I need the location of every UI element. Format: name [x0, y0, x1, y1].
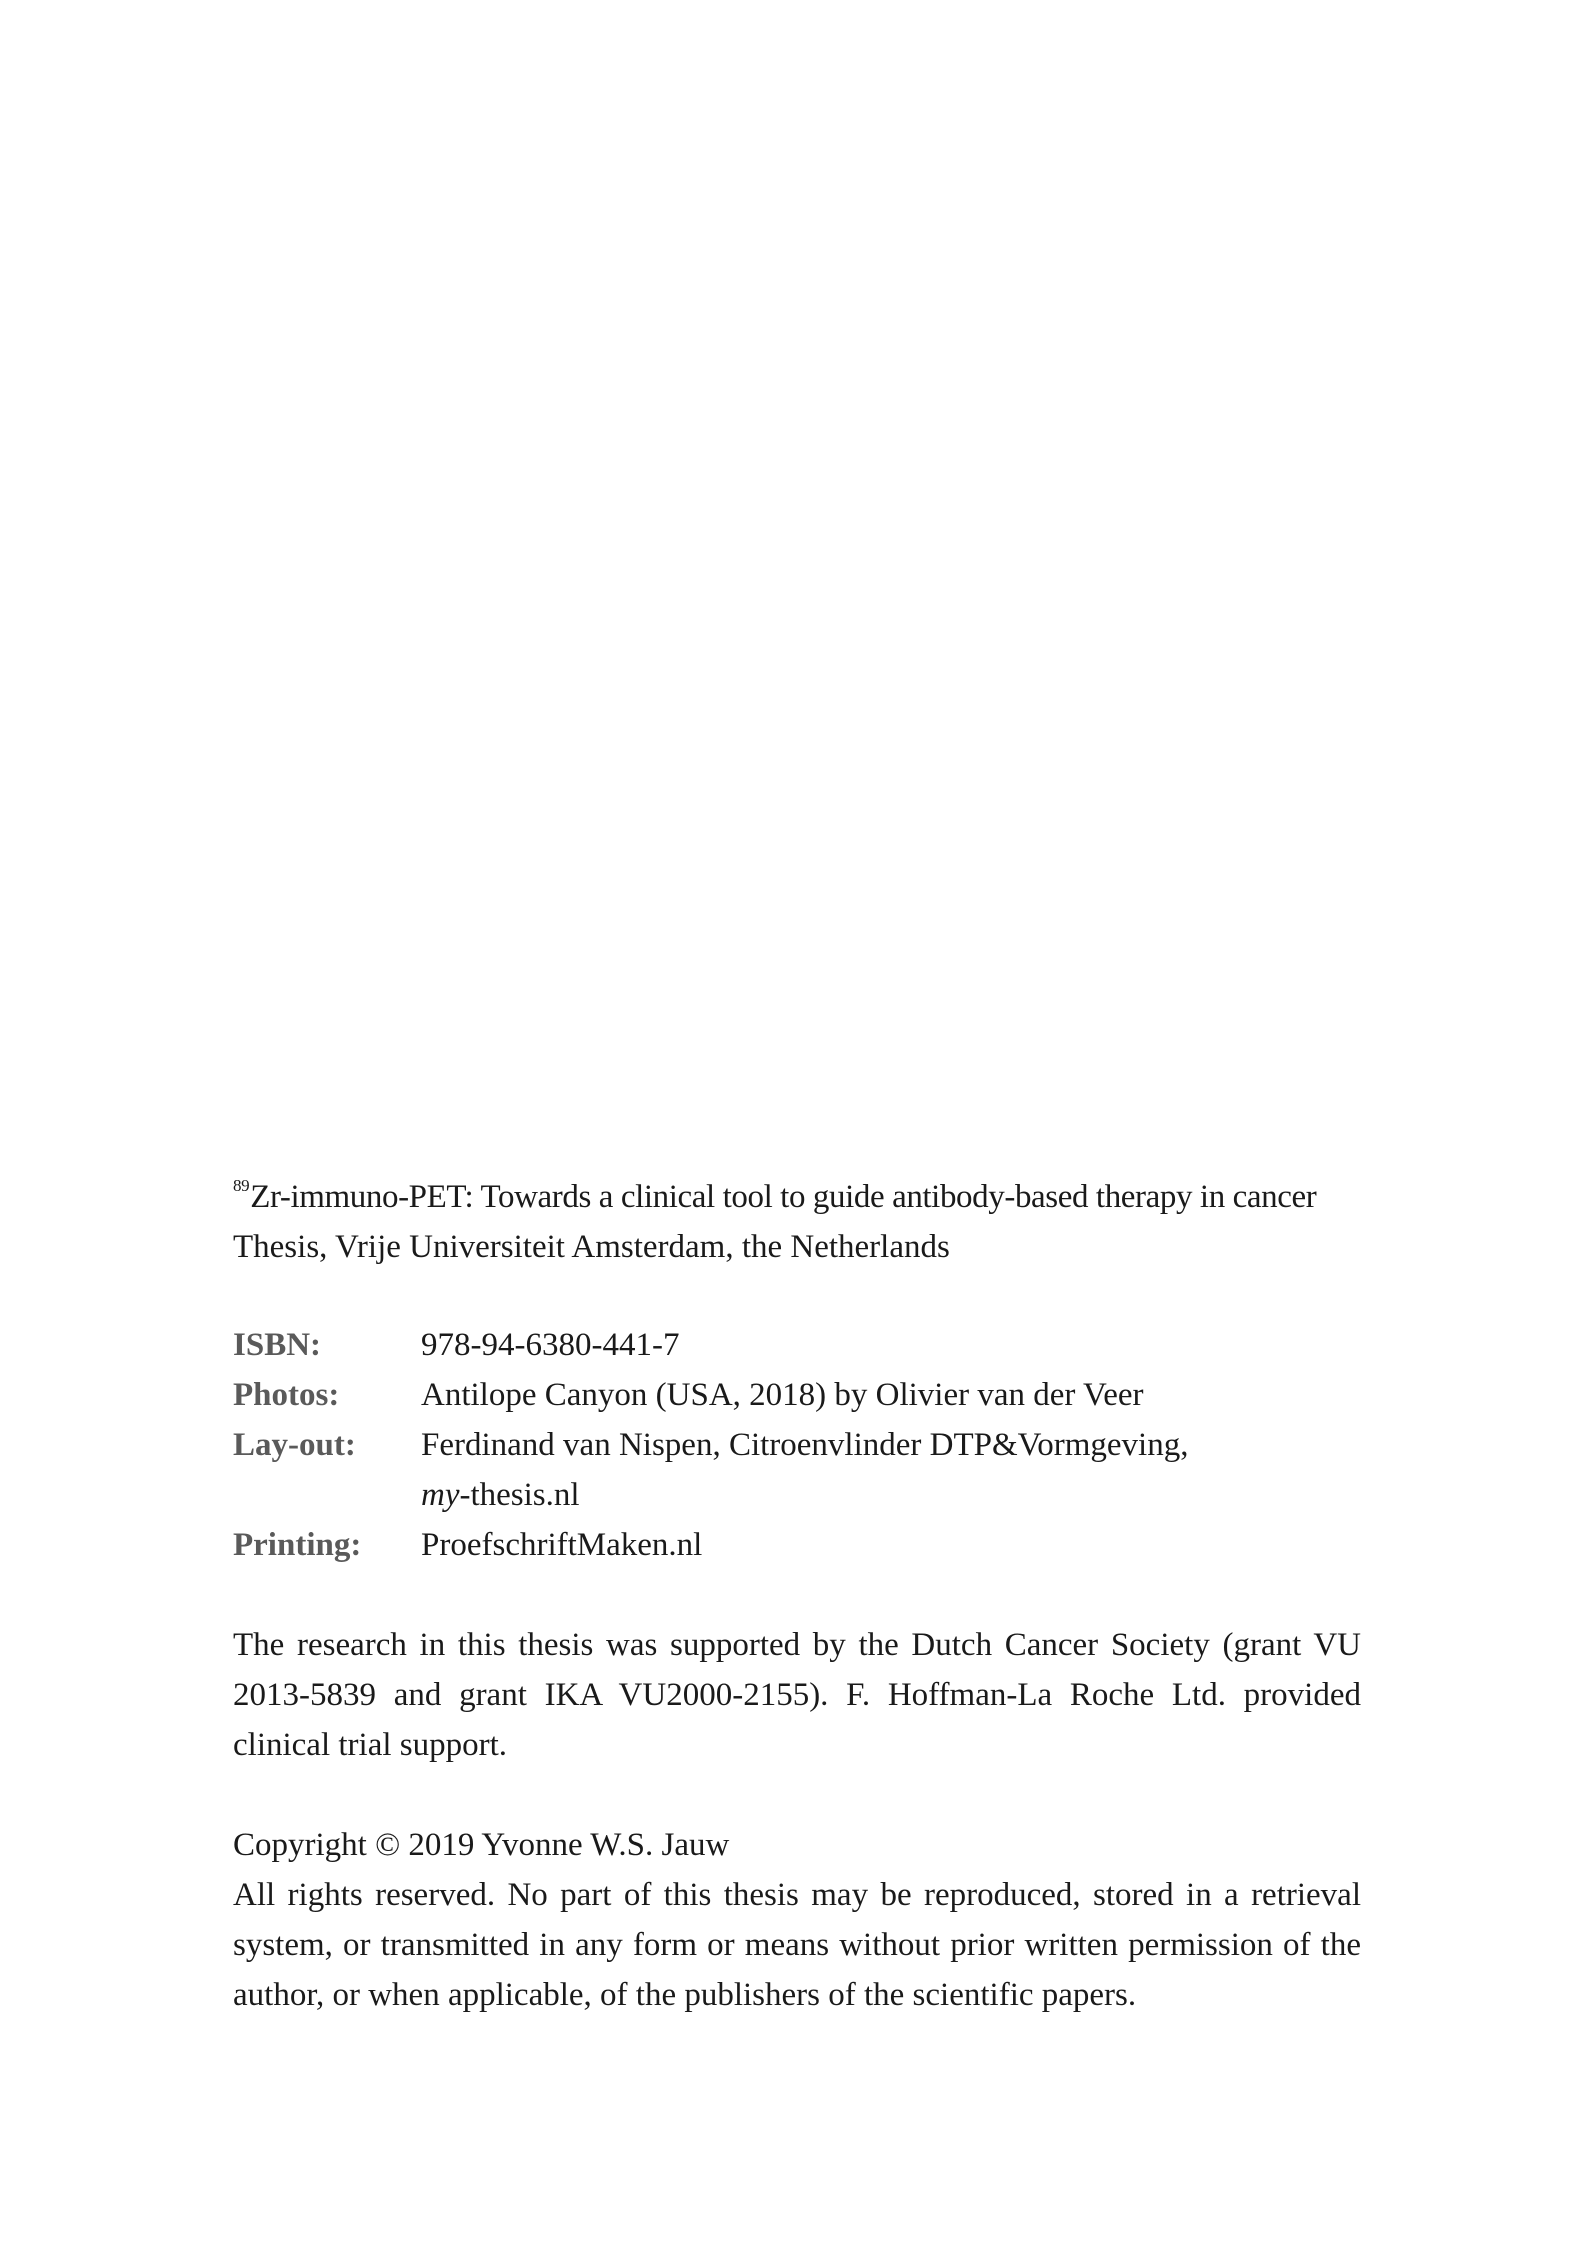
copyright-block — [233, 1820, 1361, 2020]
photos-row — [233, 1370, 1361, 1420]
thesis-institution-line: Thesis, Vrije Universiteit Amsterdam, the Netherlands — [233, 1229, 950, 1265]
layout-value-line1: Ferdinand van Nispen, Citroenvlinder DTP&Vormgeving, — [421, 1427, 1189, 1463]
publication-details — [233, 1320, 1361, 1570]
isotope-superscript: 89 — [233, 1176, 250, 1195]
research-statement: The research in this thesis was supported by the Dutch Cancer Society (grant VU 2013-5839 and grant IKA VU2000-2155). F. Hoffman-La Roche Ltd. provided clinical trial support. — [233, 1627, 1361, 1763]
layout-row — [233, 1420, 1361, 1520]
layout-website-italic: my — [421, 1477, 460, 1513]
photos-value: Antilope Canyon (USA, 2018) by Olivier van der Veer — [421, 1377, 1144, 1413]
rights-statement: All rights reserved. No part of this thesis may be reproduced, stored in a retrieval system, or transmitted in any form or means without prior written permission of the author, or when applicable, of the publishers of the scientific papers. — [233, 1877, 1361, 2013]
thesis-title-block — [233, 1172, 1361, 1272]
photos-label: Photos: — [233, 1377, 340, 1413]
isbn-value: 978-94-6380-441-7 — [421, 1327, 680, 1363]
isbn-label: ISBN: — [233, 1327, 322, 1363]
layout-value-line2 — [421, 1470, 1361, 1520]
thesis-title-text: Zr-immuno-PET: Towards a clinical tool to guide antibody-based therapy in cancer — [250, 1179, 1317, 1215]
printing-label: Printing: — [233, 1527, 362, 1563]
isbn-row — [233, 1320, 1361, 1370]
thesis-title — [233, 1172, 1361, 1222]
copyright-line: Copyright © 2019 Yvonne W.S. Jauw — [233, 1827, 730, 1863]
layout-website-rest: -thesis.nl — [459, 1477, 580, 1513]
printing-value: ProefschriftMaken.nl — [421, 1527, 703, 1563]
printing-row — [233, 1520, 1361, 1570]
colophon-text-block — [233, 1172, 1361, 2020]
layout-label: Lay-out: — [233, 1427, 356, 1463]
layout-value — [421, 1420, 1361, 1520]
